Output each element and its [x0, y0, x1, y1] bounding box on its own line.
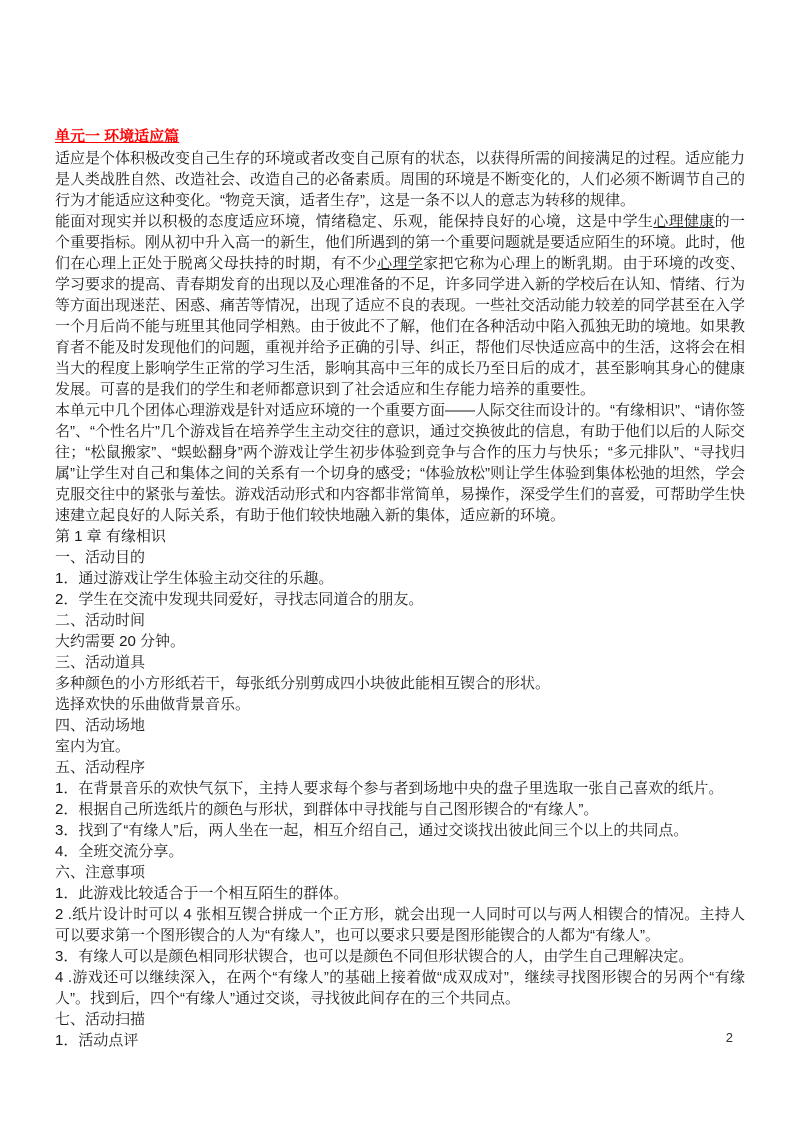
section-heading-scan: 七、活动扫描: [55, 1011, 146, 1028]
list-item: 选择欢快的乐曲做背景音乐。: [55, 696, 251, 713]
unit-heading: 单元一 环境适应篇: [55, 128, 180, 145]
intro-paragraph-2: [55, 211, 745, 400]
list-item: 室内为宜。: [55, 738, 131, 755]
keyword-link-psychology[interactable]: 心理学: [377, 255, 424, 272]
keyword-link-mental-health[interactable]: 心理健康: [653, 213, 715, 230]
paragraph-text: 能面对现实并以积极的态度适应环境，情绪稳定、乐观，能保持良好的心境，这是中学生: [55, 213, 654, 230]
list-item: 大约需要 20 分钟。: [55, 633, 186, 650]
paragraph-text: 家把它称为心理上的断乳期。由于环境的改变、学习要求的提高、青春期发育的出现以及心理准备的不足，许多同学进入新的学校后在认知、情绪、行为等方面出现迷茫、困惑、痛苦等情况，出现了适应不良的表现。一些社交活动能力较差的同学甚至在入学一个月后尚不能与班里其他同学相熟。由于彼此不了解，他们在各种活动中陷入孤独无助的境地。如果教育者不能及时发现他们的问题，重视并给予正确的引导、纠正，帮他们尽快适应高中的生活，这将会在相当大的程度上影响学生正常的学习生活，影响其高中三年的成长乃至日后的成才，甚至影响其身心的健康发展。可喜的是我们的学生和老师都意识到了社会适应和生存能力培养的重要性。: [55, 255, 746, 398]
section-heading-goal: 一、活动目的: [55, 549, 146, 566]
list-item: 2 .纸片设计时可以 4 张相互锲合拼成一个正方形，就会出现一人同时可以与两人相锲合的情况。主持人可以要求第一个图形锲合的人为“有缘人”，也可以要求只要是图形能锲合的人都为“有缘人”。: [55, 906, 745, 944]
list-item: 1．在背景音乐的欢快气氛下，主持人要求每个参与者到场地中央的盘子里选取一张自己喜欢的纸片。: [55, 780, 724, 797]
intro-paragraph-3: 本单元中几个团体心理游戏是针对适应环境的一个重要方面——人际交往而设计的。“有缘相识”、“请你签名”、“个性名片”几个游戏旨在培养学生主动交往的意识，通过交换彼此的信息，有助于他们以后的人际交往；“松鼠搬家”、“蜈蚣翻身”两个游戏让学生初步体验到竞争与合作的压力与快乐；“多元排队”、“寻找归属”让学生对自己和集体之间的关系有一个切身的感受；“体验放松”则让学生体验到集体松弛的坦然，学会克服交往中的紧张与羞怯。游戏活动形式和内容都非常简单，易操作，深受学生们的喜爱，可帮助学生快速建立起良好的人际关系，有助于他们较快地融入新的集体，适应新的环境。: [55, 402, 746, 524]
list-item: 1．此游戏比较适合于一个相互陌生的群体。: [55, 885, 349, 902]
section-heading-props: 三、活动道具: [55, 654, 146, 671]
intro-paragraph-1: 适应是个体积极改变自己生存的环境或者改变自己原有的状态，以获得所需的间接满足的过程。适应能力是人类战胜自然、改造社会、改造自己的必备素质。周围的环境是不断变化的，人们必须不断调节自己的行为才能适应这种变化。“物竞天演，适者生存”，这是一条不以人的意志为转移的规律。: [55, 150, 746, 209]
chapter-title: 第 1 章 有缘相识: [55, 528, 166, 545]
list-item: 2．根据自己所选纸片的颜色与形状，到群体中寻找能与自己图形锲合的“有缘人”。: [55, 801, 599, 818]
list-item: 3．有缘人可以是颜色相同形状锲合，也可以是颜色不同但形状锲合的人，由学生自己理解决定。: [55, 948, 694, 965]
list-item: 2．学生在交流中发现共同爱好，寻找志同道合的朋友。: [55, 591, 424, 608]
list-item: 多种颜色的小方形纸若干，每张纸分别剪成四小块彼此能相互锲合的形状。: [55, 675, 551, 692]
section-heading-notes: 六、注意事项: [55, 864, 146, 881]
list-item: 4 .游戏还可以继续深入，在两个“有缘人”的基础上接着做“成双成对”，继续寻找图形锲合的另两个“有缘人”。找到后，四个“有缘人”通过交谈，寻找彼此间存在的三个共同点。: [55, 969, 745, 1007]
list-item: 1．活动点评: [55, 1032, 139, 1049]
section-heading-procedure: 五、活动程序: [55, 759, 146, 776]
section-heading-venue: 四、活动场地: [55, 717, 146, 734]
list-item: 4．全班交流分享。: [55, 843, 184, 860]
list-item: 1．通过游戏让学生体验主动交往的乐趣。: [55, 570, 334, 587]
page-number: 2: [725, 1030, 733, 1045]
paragraph-text: 的一个重要指标。刚从初中升入高一的新生，他们所遇到的第一个重要问题就是要适应陌生的环境。此时，他们在心理上正处于脱离父母扶持的时期，有不少: [55, 213, 746, 272]
section-heading-time: 二、活动时间: [55, 612, 146, 629]
list-item: 3．找到了“有缘人”后，两人坐在一起，相互介绍自己，通过交谈找出彼此间三个以上的共同点。: [55, 822, 689, 839]
